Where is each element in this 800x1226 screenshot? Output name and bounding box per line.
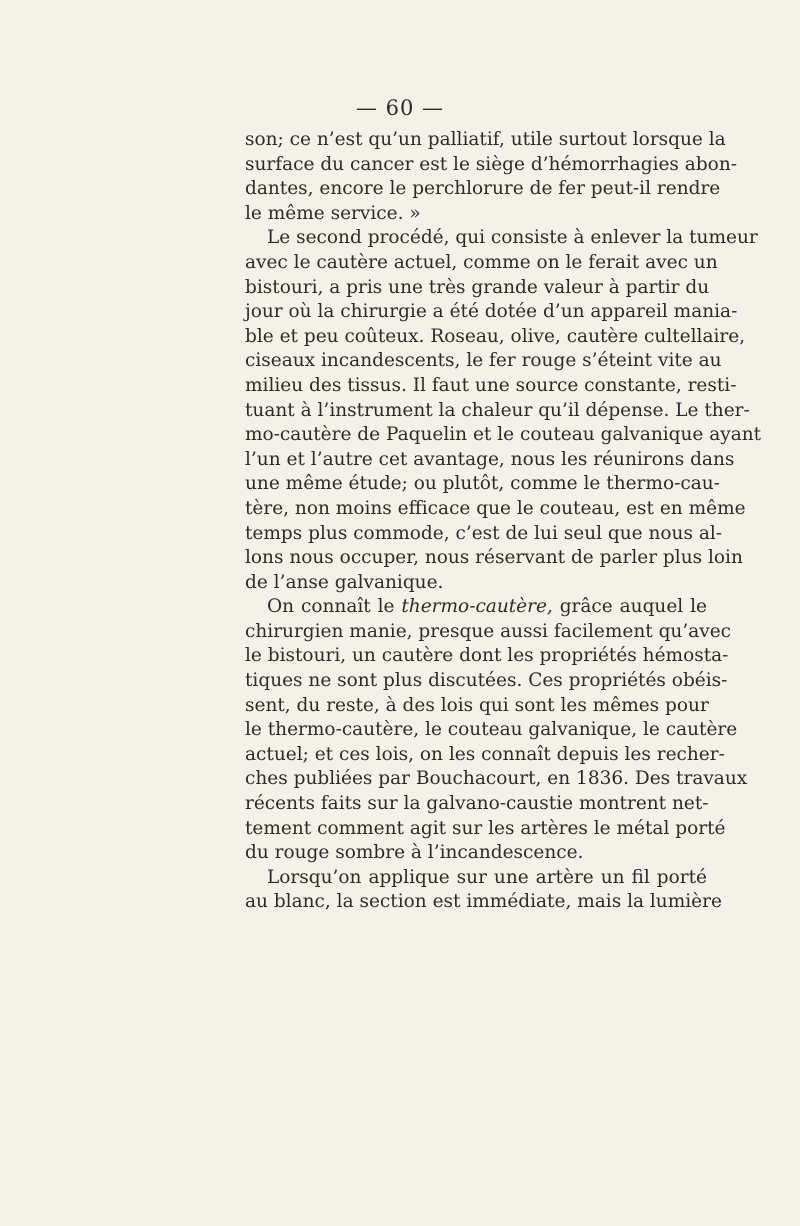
- text-line: le même service. »: [245, 202, 421, 224]
- italic-term: thermo-cautère,: [401, 596, 553, 618]
- text-line: sent, du reste, à des lois qui sont les mêmes pour: [245, 694, 709, 716]
- text-segment: On connaît le: [267, 596, 395, 618]
- text-line: le thermo-cautère, le couteau galvanique, le cautère: [245, 719, 738, 741]
- text-line: Lorsqu’on applique sur une artère un fil porté: [267, 866, 707, 888]
- text-line: bistouri, a pris une très grande valeur à partir du: [245, 276, 710, 298]
- text-line: milieu des tissus. Il faut une source constante, resti-: [245, 374, 737, 396]
- text-line-with-italic: [245, 595, 707, 620]
- text-line: chirurgien manie, presque aussi facilement qu’avec: [245, 620, 732, 642]
- text-line: ciseaux incandescents, le fer rouge s’éteint vite au: [245, 350, 722, 372]
- text-line: une même étude; ou plutôt, comme le thermo-cau-: [245, 473, 720, 495]
- text-line: avec le cautère actuel, comme on le ferait avec un: [245, 251, 718, 273]
- text-line: temps plus commode, c’est de lui seul que nous al-: [245, 522, 723, 544]
- body-text: [245, 128, 762, 915]
- text-line: tuant à l’instrument la chaleur qu’il dépense. Le ther-: [245, 399, 750, 421]
- text-line: jour où la chirurgie a été dotée d’un appareil mania-: [245, 301, 738, 323]
- text-line: l’un et l’autre cet avantage, nous les réunirons dans: [245, 448, 735, 470]
- text-line: ches publiées par Bouchacourt, en 1836. Des travaux: [245, 768, 748, 790]
- text-line: récents faits sur la galvano-caustie montrent net-: [245, 793, 709, 815]
- text-line: ble et peu coûteux. Roseau, olive, cautère cultellaire,: [245, 325, 746, 347]
- text-line: dantes, encore le perchlorure de fer peut-il rendre: [245, 178, 721, 200]
- page-number: — 60 —: [355, 96, 445, 120]
- text-line: surface du cancer est le siège d’hémorrhagies abon-: [245, 153, 737, 175]
- text-line: le bistouri, un cautère dont les propriétés hémosta-: [245, 645, 729, 667]
- text-line: son; ce n’est qu’un palliatif, utile surtout lorsque la: [245, 129, 726, 150]
- text-line: du rouge sombre à l’incandescence.: [245, 842, 584, 864]
- text-line: de l’anse galvanique.: [245, 571, 444, 593]
- text-line: mo-cautère de Paquelin et le couteau galvanique ayant: [245, 424, 762, 446]
- text-line: Le second procédé, qui consiste à enlever la tumeur: [267, 227, 758, 249]
- text-line: tiques ne sont plus discutées. Ces propriétés obéis-: [245, 670, 728, 692]
- text-line: au blanc, la section est immédiate, mais la lumière: [245, 891, 722, 913]
- text-line: tère, non moins efficace que le couteau, est en même: [245, 497, 746, 519]
- text-line: lons nous occuper, nous réservant de parler plus loin: [245, 547, 743, 569]
- text-line: actuel; et ces lois, on les connaît depuis les recher-: [245, 743, 725, 765]
- text-segment: grâce auquel le: [559, 596, 707, 618]
- text-line: tement comment agit sur les artères le métal porté: [245, 817, 726, 839]
